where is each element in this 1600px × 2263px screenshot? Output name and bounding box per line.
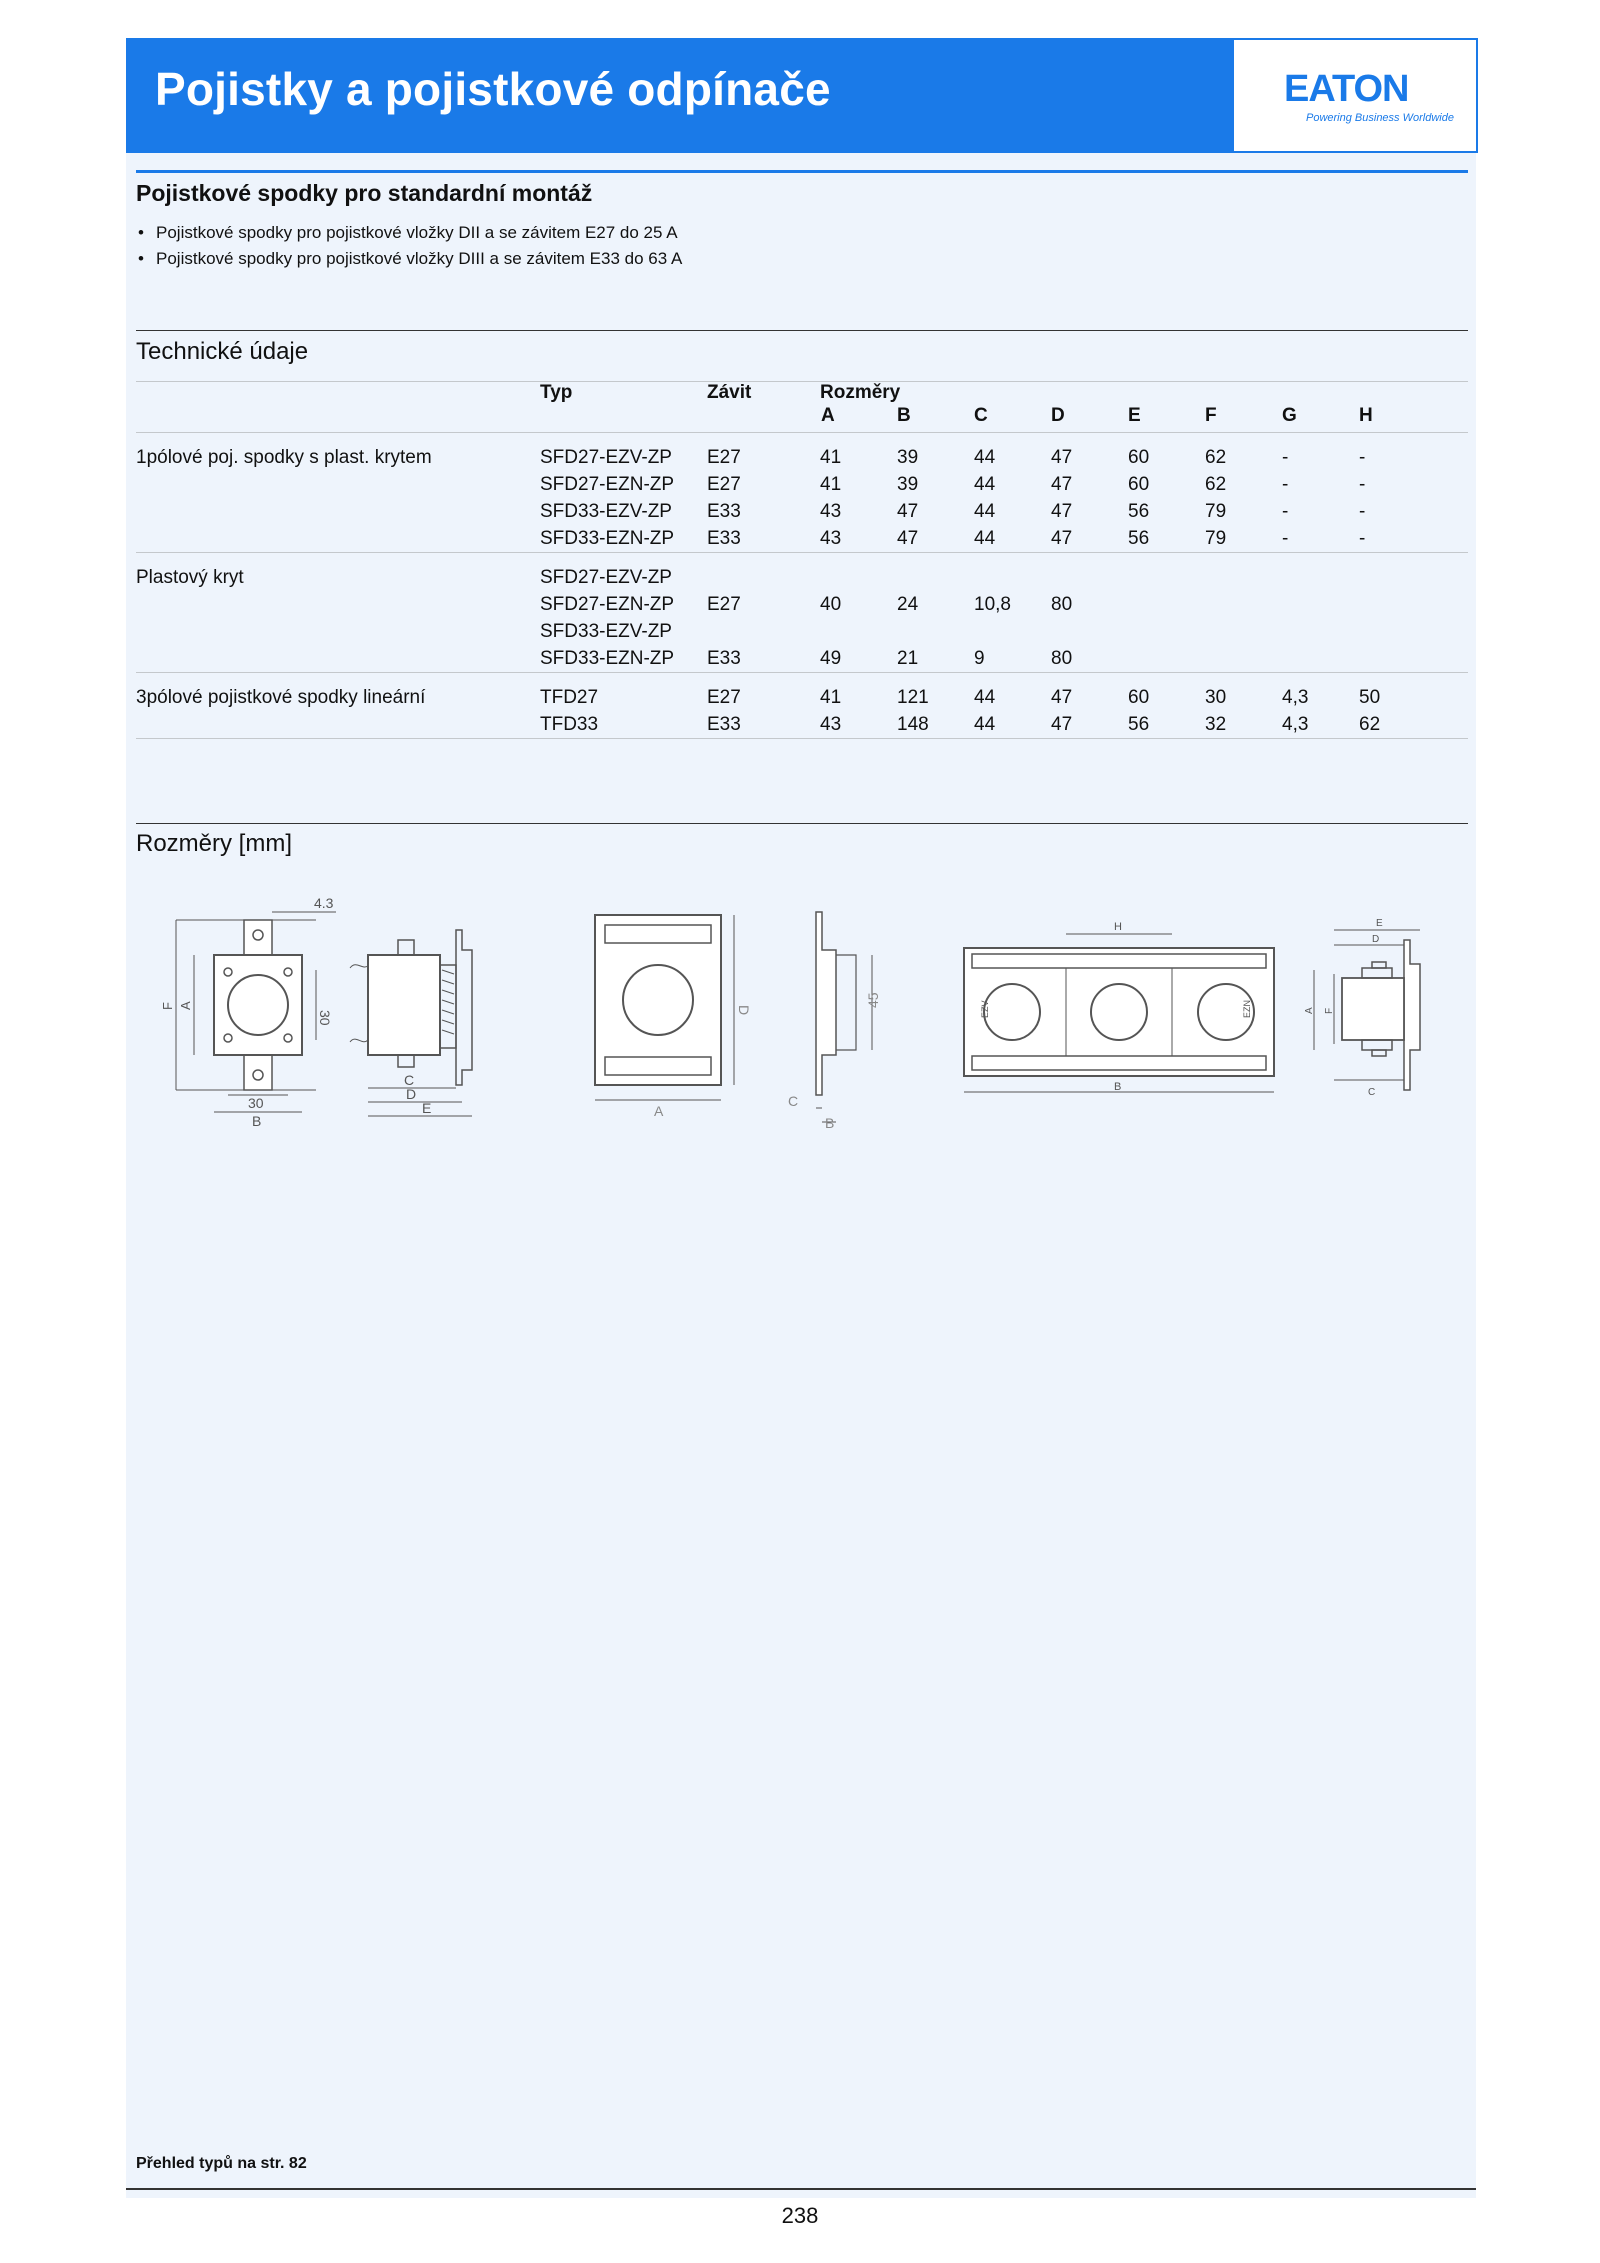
page-number: 238: [781, 2203, 819, 2228]
divider: [136, 330, 1468, 331]
dim-label: EZN: [1242, 1000, 1252, 1018]
cell-dim: 43: [820, 711, 897, 739]
cell-dim: -: [1359, 446, 1366, 468]
section-rule: [136, 170, 1468, 173]
col-dim: B: [897, 405, 911, 426]
table-row: [136, 525, 1468, 553]
cell-dim: 79: [1205, 525, 1282, 553]
cell-dim: 4,3: [1282, 686, 1309, 708]
dim-label: C: [788, 1093, 799, 1109]
cell-dim: 47: [1051, 500, 1073, 522]
cell-dim: [1205, 618, 1282, 645]
cell-dim: -: [1359, 525, 1468, 553]
table-row: [136, 645, 1468, 673]
cell-dim: 62: [1205, 446, 1227, 468]
cell-dim: 47: [1051, 473, 1073, 495]
table-row: [136, 471, 1468, 498]
dim-label: E: [1376, 918, 1383, 929]
cell-dim: 148: [897, 711, 974, 739]
tech-table: [136, 382, 1468, 739]
cell-typ: SFD33-EZV-ZP: [540, 620, 672, 642]
cell-dim: [1205, 591, 1282, 618]
cell-dim: 121: [897, 686, 929, 708]
table-header-row: [136, 404, 1468, 433]
cell-dim: [1282, 618, 1359, 645]
cell-dim: [1282, 564, 1359, 591]
col-dim: A: [821, 405, 835, 426]
col-dim: C: [974, 405, 988, 426]
cell-dim: 43: [820, 500, 842, 522]
drawing-cover-front: [595, 915, 752, 1119]
cell-dim: 62: [1359, 711, 1468, 739]
cell-dim: [1128, 591, 1205, 618]
dimensions-heading: Rozměry [mm]: [136, 830, 292, 857]
dim-label: EZV: [980, 1000, 990, 1018]
cell-dim: 24: [897, 593, 919, 615]
cell-typ: SFD27-EZV-ZP: [540, 566, 672, 588]
cell-dim: [1128, 618, 1205, 645]
table-row: [136, 711, 1468, 739]
cell-dim: 60: [1128, 446, 1150, 468]
dim-label: 45: [865, 992, 881, 1008]
cell-dim: [1051, 564, 1128, 591]
cell-typ: SFD33-EZN-ZP: [540, 525, 707, 553]
dim-label: D: [1372, 934, 1380, 945]
cell-dim: [974, 564, 1051, 591]
cell-dim: 60: [1128, 686, 1150, 708]
cell-thread: [707, 564, 820, 591]
cell-thread: E33: [707, 645, 820, 673]
dimension-drawings: [136, 890, 1468, 1160]
dim-label: D: [736, 1005, 752, 1016]
group-label: [136, 618, 540, 645]
cell-typ: TFD27: [540, 686, 599, 708]
col-dim: D: [1051, 405, 1065, 426]
dim-label: A: [1304, 1007, 1315, 1014]
page-title: Pojistky a pojistkové odpínače: [155, 63, 831, 115]
cell-thread: E33: [707, 500, 741, 522]
cell-dim: -: [1282, 446, 1289, 468]
dim-label: 30: [317, 1010, 333, 1026]
cell-dim: [1128, 645, 1205, 673]
cell-thread: [707, 618, 820, 645]
cell-dim: 43: [820, 525, 897, 553]
group-label: 3pólové pojistkové spodky lineární: [136, 686, 426, 708]
cell-dim: 47: [1051, 686, 1073, 708]
divider: [136, 823, 1468, 824]
cell-dim: -: [1282, 525, 1359, 553]
table-row: [136, 564, 1468, 591]
dim-label: D: [406, 1086, 417, 1102]
footnote: Přehled typů na str. 82: [136, 2155, 307, 2172]
group-label: [136, 498, 540, 525]
cell-typ: SFD27-EZN-ZP: [540, 473, 675, 495]
cell-dim: [1282, 591, 1359, 618]
group-label: Plastový kryt: [136, 566, 244, 588]
cell-typ: SFD27-EZV-ZP: [540, 446, 672, 468]
drawing-3pole-side: [1304, 918, 1420, 1098]
dim-label: B: [252, 1113, 262, 1129]
footer-rule: [126, 2188, 1476, 2190]
cell-dim: [974, 618, 1051, 645]
cell-dim: 41: [820, 686, 842, 708]
cell-dim: -: [1282, 473, 1289, 495]
tech-heading: Technické údaje: [136, 338, 309, 365]
cell-dim: 39: [897, 446, 919, 468]
group-label: [136, 711, 540, 739]
dim-label: 30: [248, 1095, 264, 1111]
cell-thread: E27: [707, 593, 741, 615]
cell-dim: 44: [974, 446, 996, 468]
cell-dim: 80: [1051, 593, 1073, 615]
col-thread: Závit: [707, 382, 752, 403]
cell-typ: TFD33: [540, 711, 707, 739]
cell-typ: SFD27-EZN-ZP: [540, 593, 675, 615]
cell-dim: 44: [974, 500, 996, 522]
cell-dim: 32: [1205, 711, 1282, 739]
logo-tagline: Powering Business Worldwide: [1306, 112, 1454, 124]
cell-thread: E27: [707, 686, 741, 708]
cell-dim: [1051, 618, 1128, 645]
group-label: [136, 471, 540, 498]
cell-dim: -: [1359, 500, 1366, 522]
col-dims: Rozměry: [820, 382, 901, 403]
feature-item: • Pojistkové spodky pro pojistkové vložky DII a se závitem E27 do 25 A: [136, 220, 682, 246]
drawing-front-view: [160, 895, 336, 1129]
cell-dim: 44: [974, 686, 996, 708]
cell-dim: 47: [897, 500, 919, 522]
cell-dim: [1359, 618, 1468, 645]
dim-label: 4.3: [314, 895, 334, 911]
eaton-logo: [1232, 38, 1478, 153]
cell-dim: 10,8: [974, 593, 1011, 615]
col-dim: H: [1359, 405, 1373, 426]
cell-dim: 39: [897, 473, 919, 495]
dim-label: F: [160, 1002, 175, 1010]
cell-dim: [1359, 645, 1468, 673]
cell-dim: [1205, 645, 1282, 673]
cell-thread: E33: [707, 711, 820, 739]
table-header-row: [136, 382, 1468, 404]
cell-dim: 44: [974, 711, 1051, 739]
feature-list: [136, 220, 682, 272]
dim-label: F: [1324, 1007, 1335, 1014]
cell-dim: 50: [1359, 686, 1381, 708]
cell-dim: [1359, 564, 1468, 591]
cell-dim: 56: [1128, 500, 1150, 522]
table-row: [136, 444, 1468, 471]
drawing-3pole-front: [964, 921, 1274, 1093]
cell-dim: 47: [1051, 525, 1128, 553]
cell-dim: [897, 618, 974, 645]
cell-dim: 41: [820, 446, 842, 468]
cell-dim: 21: [897, 645, 974, 673]
group-label: [136, 525, 540, 553]
cell-dim: 41: [820, 473, 842, 495]
dim-label: H: [1114, 921, 1122, 933]
cell-thread: E27: [707, 473, 741, 495]
cell-dim: [820, 564, 897, 591]
cell-dim: 60: [1128, 473, 1150, 495]
feature-item: • Pojistkové spodky pro pojistkové vložky DIII a se závitem E33 do 63 A: [136, 246, 682, 272]
cell-dim: 47: [1051, 446, 1073, 468]
cell-dim: 47: [1051, 711, 1128, 739]
dim-label: C: [1368, 1087, 1376, 1098]
dim-label: B: [1114, 1081, 1122, 1093]
drawing-side-view: [350, 930, 472, 1116]
cell-dim: [1205, 564, 1282, 591]
col-typ: Typ: [540, 382, 573, 403]
table-row: [136, 498, 1468, 525]
cell-dim: 44: [974, 473, 996, 495]
col-dim: E: [1128, 405, 1141, 426]
cell-dim: 40: [820, 593, 842, 615]
dim-label: A: [654, 1103, 664, 1119]
cell-dim: 56: [1128, 525, 1205, 553]
logo-wordmark: EATON: [1284, 68, 1409, 110]
cell-dim: [897, 564, 974, 591]
cell-dim: 44: [974, 525, 1051, 553]
group-label: 1pólové poj. spodky s plast. krytem: [136, 446, 432, 468]
cell-dim: 79: [1205, 500, 1227, 522]
cell-dim: [1359, 591, 1468, 618]
table-row: [136, 591, 1468, 618]
cell-dim: 47: [897, 525, 974, 553]
drawing-cover-side: [788, 912, 881, 1131]
cell-dim: 80: [1051, 645, 1128, 673]
col-dim: F: [1205, 405, 1217, 426]
cell-dim: [1282, 645, 1359, 673]
cell-dim: -: [1282, 500, 1289, 522]
col-dim: G: [1282, 405, 1297, 426]
dim-label: A: [178, 1001, 193, 1010]
group-label: [136, 645, 540, 673]
cell-thread: E33: [707, 525, 820, 553]
dim-label: C: [404, 1072, 415, 1088]
cell-thread: E27: [707, 446, 741, 468]
cell-typ: SFD33-EZN-ZP: [540, 645, 707, 673]
cell-dim: 62: [1205, 473, 1227, 495]
cell-dim: 4,3: [1282, 711, 1359, 739]
dim-label: B: [825, 1115, 835, 1131]
cell-dim: -: [1359, 473, 1366, 495]
cell-dim: 9: [974, 645, 1051, 673]
cell-typ: SFD33-EZV-ZP: [540, 500, 672, 522]
table-row: [136, 618, 1468, 645]
cell-dim: 49: [820, 645, 897, 673]
dim-label: E: [422, 1100, 432, 1116]
cell-dim: [1128, 564, 1205, 591]
cell-dim: 30: [1205, 686, 1227, 708]
section-title: Pojistkové spodky pro standardní montáž: [136, 180, 593, 206]
cell-dim: [820, 618, 897, 645]
cell-dim: 56: [1128, 711, 1205, 739]
table-row: [136, 684, 1468, 711]
group-label: [136, 591, 540, 618]
